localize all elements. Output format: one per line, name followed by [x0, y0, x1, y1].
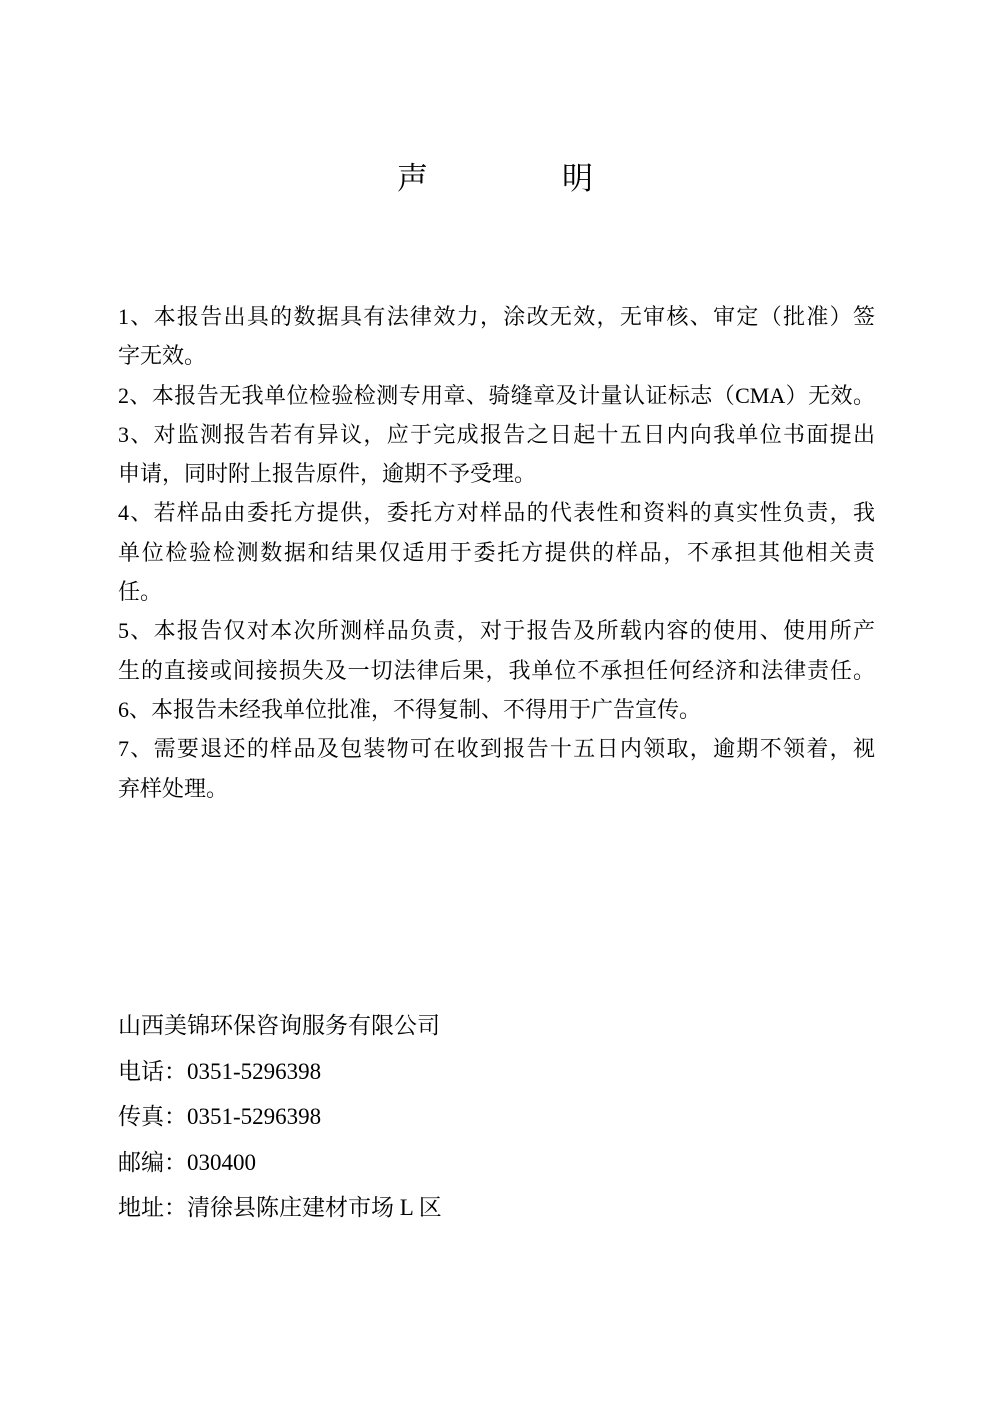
statement-item-2 — [118, 376, 875, 415]
statement-line: 2、本报告无我单位检验检测专用章、骑缝章及计量认证标志（CMA）无效。 — [118, 382, 875, 408]
statement-line: 生的直接或间接损失及一切法律后果，我单位不承担任何经济和法律责任。 — [118, 657, 875, 683]
statement-line: 申请，同时附上报告原件，逾期不予受理。 — [118, 461, 537, 487]
company-name: 山西美锦环保咨询服务有限公司 — [118, 1013, 440, 1038]
statement-line: 弃样处理。 — [118, 775, 229, 801]
statement-item-3 — [118, 415, 875, 494]
company-fax: 传真：0351-5296398 — [118, 1104, 322, 1129]
statement-item-5 — [118, 611, 875, 690]
statement-line: 7、需要退还的样品及包装物可在收到报告十五日内领取，逾期不领着，视 — [118, 736, 875, 762]
statement-item-4 — [118, 493, 875, 611]
statement-item-1 — [118, 297, 875, 376]
statement-item-7 — [118, 729, 875, 808]
statement-line: 6、本报告未经我单位批准，不得复制、不得用于广告宣传。 — [118, 696, 702, 722]
company-info — [118, 1003, 875, 1231]
statement-line: 单位检验检测数据和结果仅适用于委托方提供的样品，不承担其他相关责 — [118, 539, 875, 565]
statement-item-6 — [118, 690, 875, 729]
company-address: 地址：清徐县陈庄建材市场 L 区 — [118, 1195, 442, 1220]
statement-line: 5、本报告仅对本次所测样品负责，对于报告及所载内容的使用、使用所产 — [118, 618, 875, 644]
company-phone: 电话：0351-5296398 — [118, 1058, 322, 1084]
statement-line: 4、若样品由委托方提供，委托方对样品的代表性和资料的真实性负责，我 — [118, 500, 875, 526]
company-postal-code: 邮编：030400 — [118, 1149, 256, 1175]
statement-line: 1、本报告出具的数据具有法律效力，涂改无效，无审核、审定（批准）签 — [118, 304, 875, 329]
page-title: 声 明 — [397, 161, 595, 196]
statement-line: 字无效。 — [118, 343, 207, 369]
statement-line: 3、对监测报告若有异议，应于完成报告之日起十五日内向我单位书面提出 — [118, 421, 875, 447]
statement-body — [118, 297, 875, 808]
statement-line: 任。 — [118, 579, 163, 605]
